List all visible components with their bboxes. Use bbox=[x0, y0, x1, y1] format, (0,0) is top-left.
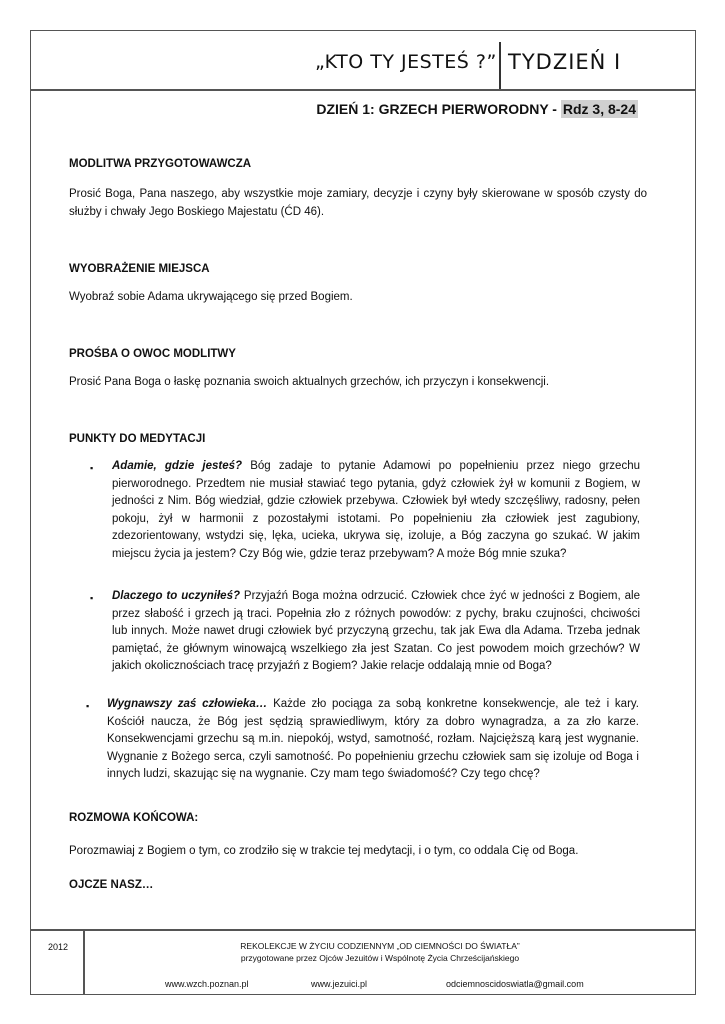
day-label: DZIEŃ 1: GRZECH PIERWORODNY - bbox=[316, 101, 561, 117]
footer-link-wzch[interactable]: www.wzch.poznan.pl bbox=[165, 979, 249, 989]
point-text: Przyjaźń Boga można odrzucić. Człowiek chce żyć w jedności z Bogiem, ale przez słabość i grzech ją traci. Popełnia zło z różnych powodów: z pychy, braku czujności, chciwości lub innych. Może nawet drugi człowiek być przyczyną grzechu, tak jak Ewa dla Adama. Trzeba jednak pamiętać, że głównym winowajcą wszelkiego zła jest Szatan. Co jest powodem moich grzechów? W jakich okolicznościach tracę przyjaźń z Bogiem? Jakie relacje oddalają mnie od Boga? bbox=[112, 590, 640, 672]
point-text: Każde zło pociąga za sobą konkretne konsekwencje, ale też i kary. Kościół naucza, że Bóg jest sędzią sprawiedliwym, który za dobro wynagradza, a za zło karze. Konsekwencjami grzechu są m.in. niepokój, wstyd, samotność, rozłam. Najcięższą karą jest wygnanie. Wygnanie z Bożego serca, czyli samotność. Po popełnieniu grzechu człowiek sam się izoluje od Boga i innych ludzi, skazując się na wygnanie. Czy mam tego świadomość? Czy tego chcę? bbox=[107, 698, 639, 780]
meditation-point bbox=[112, 458, 640, 563]
meditation-point bbox=[112, 588, 640, 676]
header-week: TYDZIEŃ I bbox=[508, 50, 622, 74]
closing-text: Porozmawiaj z Bogiem o tym, co zrodziło się w trakcie tej medytacji, i o tym, co oddala Cię od Boga. bbox=[69, 845, 579, 857]
point-lead: Wygnawszy zaś człowieka… bbox=[107, 698, 268, 710]
footer-rule bbox=[31, 929, 695, 931]
footer-link-email[interactable]: odciemnoscidoswiatla@gmail.com bbox=[446, 979, 584, 989]
final-heading: OJCZE NASZ… bbox=[69, 879, 154, 891]
request-heading: PROŚBA O OWOC MODLITWY bbox=[69, 348, 236, 360]
prayer-text: Prosić Boga, Pana naszego, aby wszystkie moje zamiary, decyzje i czyny były skierowane w sposób czysty do służby i chwały Jego Boskiego Majestatu (ĆD 46). bbox=[69, 188, 647, 218]
points-heading: PUNKTY DO MEDYTACJI bbox=[69, 433, 206, 445]
imagination-heading: WYOBRAŻENIE MIEJSCA bbox=[69, 263, 210, 275]
closing-heading: ROZMOWA KOŃCOWA: bbox=[69, 812, 199, 824]
request-text: Prosić Pana Boga o łaskę poznania swoich aktualnych grzechów, ich przyczyn i konsekwencji. bbox=[69, 376, 550, 388]
imagination-text: Wyobraź sobie Adama ukrywającego się przed Bogiem. bbox=[69, 291, 353, 303]
header-rule bbox=[31, 89, 695, 91]
bullet-icon: ▪ bbox=[90, 463, 94, 473]
header-title: „KTO TY JESTEŚ ?” bbox=[315, 51, 497, 73]
header-divider bbox=[499, 42, 501, 90]
footer-subtitle: przygotowane przez Ojców Jezuitów i Wspólnotę Życia Chrześcijańskiego bbox=[240, 953, 520, 963]
footer-title: REKOLEKCJE W ŻYCIU CODZIENNYM „OD CIEMNOŚCI DO ŚWIATŁA” bbox=[240, 941, 520, 951]
bullet-icon: ▪ bbox=[90, 593, 94, 603]
prayer-heading: MODLITWA PRZYGOTOWAWCZA bbox=[69, 158, 252, 170]
point-text: Bóg zadaje to pytanie Adamowi po popełnieniu przez niego grzechu pierworodnego. Przedtem nie musiał stawiać tego pytania, gdyż człowiek żył w komunii z Bogiem, w jedności z Nim. Bóg wiedział, gdzie człowiek przebywa. Człowiek był wtedy szczęśliwy, radosny, pełen pokoju, żył w harmonii z pozostałymi istotami. Po popełnieniu zła człowiek jest zagubiony, zdezorientowany, wstydzi się, lęka, ucieka, ukrywa się, izoluje, a Bóg zaczyna go szukać. W jakim miejscu życia ja jestem? Czy Bóg wie, gdzie teraz przebywam? A może Bóg mnie szuka? bbox=[112, 460, 640, 560]
point-lead: Adamie, gdzie jesteś? bbox=[112, 460, 243, 472]
footer-link-jezuici[interactable]: www.jezuici.pl bbox=[311, 979, 368, 989]
footer-year: 2012 bbox=[48, 942, 69, 952]
day-title bbox=[316, 101, 638, 117]
bullet-icon: ▪ bbox=[86, 701, 90, 711]
footer-divider bbox=[83, 929, 85, 995]
meditation-point bbox=[107, 696, 639, 784]
point-lead: Dlaczego to uczyniłeś? bbox=[112, 590, 240, 602]
scripture-reference: Rdz 3, 8-24 bbox=[562, 101, 636, 117]
